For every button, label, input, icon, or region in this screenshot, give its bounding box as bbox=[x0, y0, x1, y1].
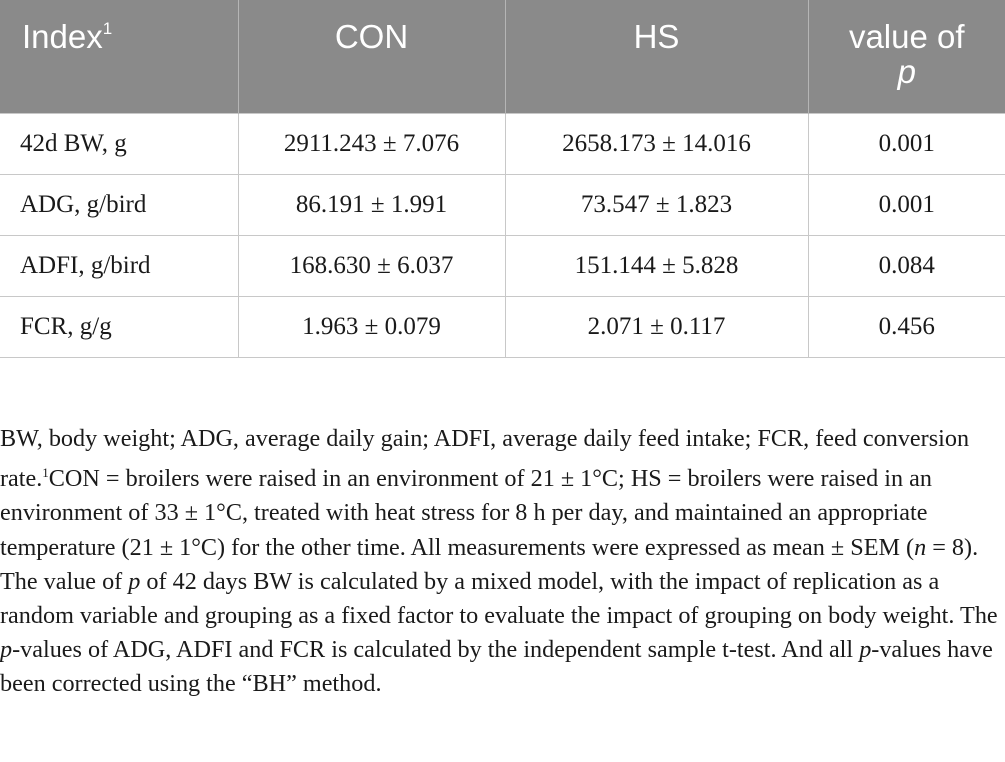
footnote-text-4: of 42 days BW is calculated by a mixed model, with the impact of replication as a random variable and grouping as a fixed factor to evaluate the impact of grouping on body weight. The bbox=[0, 567, 998, 630]
header-con: CON bbox=[238, 0, 505, 113]
footnote-text-5: -values of ADG, ADFI and FCR is calculated by the independent sample t-test. And all bbox=[12, 636, 860, 664]
cell-con: 86.191 ± 1.991 bbox=[238, 174, 505, 235]
footnote-p-italic: p bbox=[0, 636, 13, 664]
cell-index: ADG, g/bird bbox=[0, 174, 238, 235]
table-row bbox=[0, 296, 1005, 357]
footnote-superscript: 1 bbox=[42, 465, 49, 481]
header-hs: HS bbox=[505, 0, 808, 113]
header-pvalue-line1: value of bbox=[848, 18, 965, 55]
footnote-conditions: CON = broilers were raised in an environment of 21 ± 1°C; HS = broilers were raised in an environment of 33 ± 1°C, treated with heat stress for 8 h per day, and maintained an appropriate temperature (21 ± 1°C) for the other time. All measurements were expressed as mean ± SEM ( bbox=[0, 465, 932, 561]
cell-pvalue: 0.456 bbox=[808, 296, 1005, 357]
footnote-n-italic: n bbox=[914, 533, 927, 561]
header-pvalue bbox=[808, 0, 1005, 113]
cell-con: 1.963 ± 0.079 bbox=[238, 296, 505, 357]
table-row bbox=[0, 174, 1005, 235]
footnote-p-italic: p bbox=[859, 636, 872, 664]
cell-con: 2911.243 ± 7.076 bbox=[238, 113, 505, 174]
cell-con: 168.630 ± 6.037 bbox=[238, 235, 505, 296]
cell-index: ADFI, g/bird bbox=[0, 235, 238, 296]
results-table-container bbox=[0, 0, 1005, 358]
cell-hs: 2658.173 ± 14.016 bbox=[505, 113, 808, 174]
header-index bbox=[0, 0, 238, 113]
cell-pvalue: 0.084 bbox=[808, 235, 1005, 296]
cell-hs: 151.144 ± 5.828 bbox=[505, 235, 808, 296]
cell-pvalue: 0.001 bbox=[808, 113, 1005, 174]
cell-pvalue: 0.001 bbox=[808, 174, 1005, 235]
table-body bbox=[0, 113, 1005, 357]
footnote-p-italic: p bbox=[128, 567, 141, 595]
table-footnote bbox=[0, 422, 1005, 702]
cell-hs: 2.071 ± 0.117 bbox=[505, 296, 808, 357]
header-pvalue-line2: p bbox=[897, 52, 916, 90]
table-row bbox=[0, 113, 1005, 174]
table-header bbox=[0, 0, 1005, 113]
cell-index: 42d BW, g bbox=[0, 113, 238, 174]
cell-hs: 73.547 ± 1.823 bbox=[505, 174, 808, 235]
results-table bbox=[0, 0, 1005, 358]
table-row bbox=[0, 235, 1005, 296]
header-index-label: Index bbox=[22, 18, 103, 55]
cell-index: FCR, g/g bbox=[0, 296, 238, 357]
footnote-abbreviations: BW, body weight; ADG, average daily gain; ADFI, average daily feed intake; FCR, feed conversion rate. bbox=[0, 425, 970, 493]
header-index-superscript: 1 bbox=[102, 19, 113, 38]
footnote-text-6: -values have been corrected using the “BH” method. bbox=[0, 636, 993, 698]
header-row bbox=[0, 0, 1005, 113]
footnote-text-3: = 8). The value of bbox=[0, 533, 979, 595]
